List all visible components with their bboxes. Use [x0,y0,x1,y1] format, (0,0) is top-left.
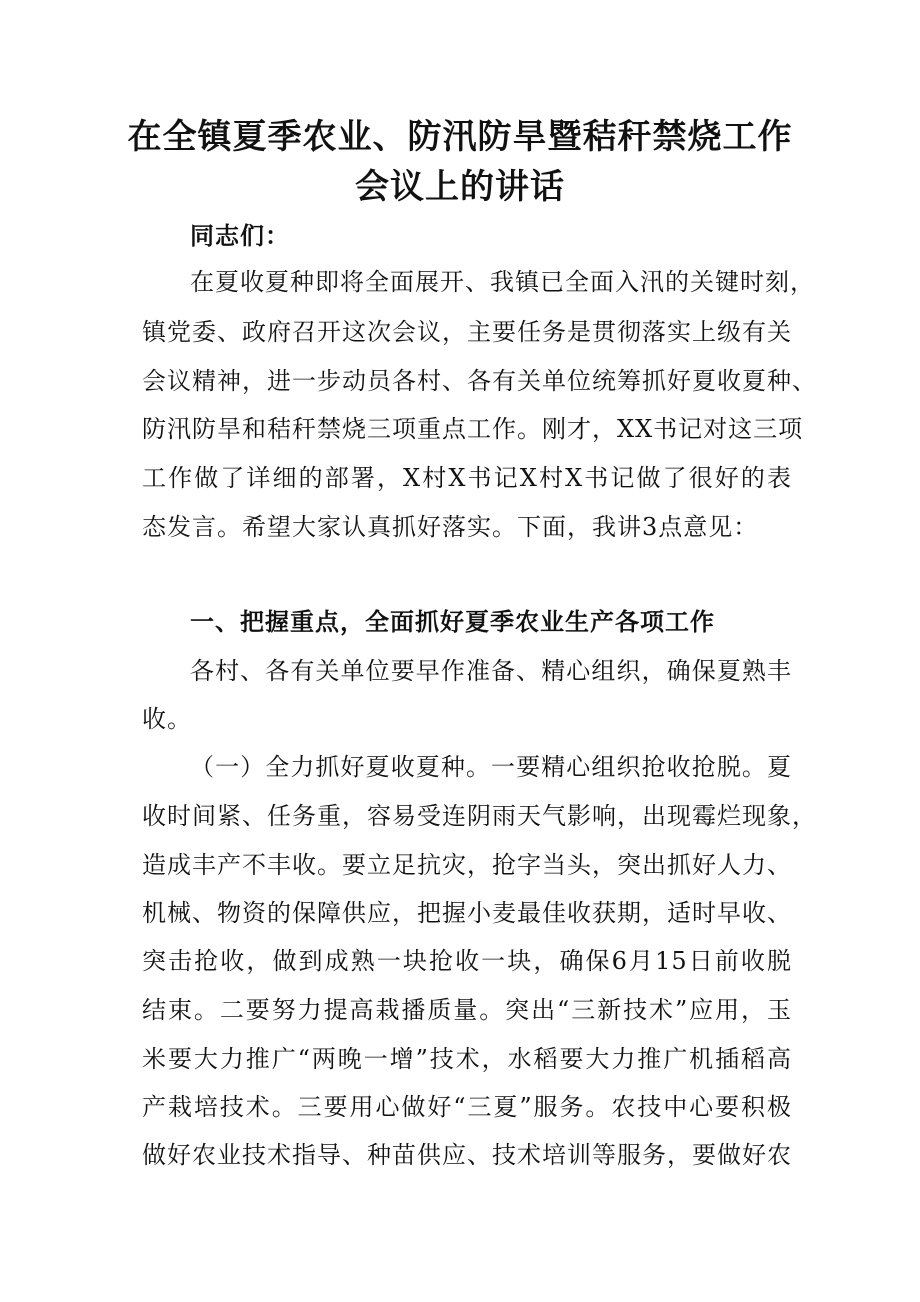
subsection-1-line: 突击抢收，做到成熟一块抢收一块，确保6月15日前收脱 [142,947,792,975]
intro-line: 工作做了详细的部署，X村X书记X村X书记做了很好的表 [142,464,792,492]
intro-line: 防汛防旱和秸秆禁烧三项重点工作。刚才，XX书记对这三项 [142,415,804,443]
subsection-1-line: 产栽培技术。三要用心做好“三夏”服务。农技中心要积极 [142,1093,792,1121]
intro-line: 在夏收夏种即将全面展开、我镇已全面入汛的关键时刻， [190,268,815,296]
subsection-1-line: 做好农业技术指导、种苗供应、技术培训等服务，要做好农 [142,1141,792,1169]
salutation: 同志们： [190,222,290,250]
subsection-1-line: 结束。二要努力提高栽播质量。突出“三新技术”应用，玉 [142,996,792,1024]
section-1-heading: 一、把握重点，全面抓好夏季农业生产各项工作 [190,608,715,636]
intro-line: 镇党委、政府召开这次会议，主要任务是贯彻落实上级有关 [142,318,792,346]
subsection-1-line: （一）全力抓好夏收夏种。一要精心组织抢收抢脱。夏 [190,753,792,781]
document-title-line-2: 会议上的讲话 [355,167,565,207]
intro-line: 态发言。希望大家认真抓好落实。下面，我讲3点意见： [142,513,759,541]
subsection-1-line: 米要大力推广“两晚一增”技术，水稻要大力推广机插稻高 [142,1045,792,1073]
subsection-1-line: 收时间紧、任务重，容易受连阴雨天气影响，出现霉烂现象， [142,802,817,830]
subsection-1-line: 造成丰产不丰收。要立足抗灾，抢字当头，突出抓好人力、 [142,851,792,879]
document-title-line-1: 在全镇夏季农业、防汛防旱暨秸秆禁烧工作 [127,117,793,157]
subsection-1-line: 机械、物资的保障供应，把握小麦最佳收获期，适时早收、 [142,899,792,927]
section-1-lead-line: 各村、各有关单位要早作准备、精心组织，确保夏熟丰 [190,657,792,685]
intro-line: 会议精神，进一步动员各村、各有关单位统筹抓好夏收夏种、 [142,367,817,395]
section-1-lead-line: 收。 [142,705,192,733]
